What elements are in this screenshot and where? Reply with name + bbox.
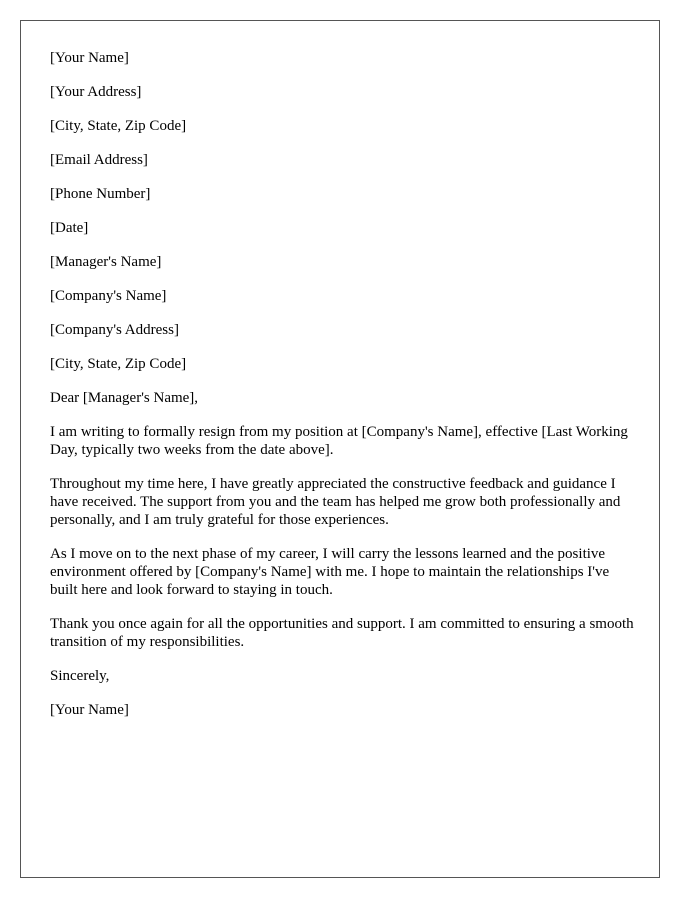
letter-page [20,20,660,878]
recipient-company-name: [Company's Name] [50,288,167,304]
paragraph-next-phase: As I move on to the next phase of my career, I will carry the lessons learned and the positive environment offered by [Company's Name] with me. I hope to maintain the relationships I've built here and look forward to staying in touch. [50,546,610,598]
recipient-city-state-zip: [City, State, Zip Code] [50,356,187,372]
signature: [Your Name] [50,702,129,718]
closing: Sincerely, [50,668,110,684]
sender-address: [Your Address] [50,84,142,100]
sender-city-state-zip: [City, State, Zip Code] [50,118,187,134]
recipient-manager-name: [Manager's Name] [50,254,162,270]
paragraph-resignation: I am writing to formally resign from my position at [Company's Name], effective [Last Working Day, typically two weeks from the date above]. [50,424,628,458]
sender-name: [Your Name] [50,50,129,66]
paragraph-thanks: Thank you once again for all the opportunities and support. I am committed to ensuring a smooth transition of my responsibilities. [50,616,634,650]
salutation: Dear [Manager's Name], [50,390,199,406]
recipient-company-address: [Company's Address] [50,322,179,338]
letter-body [50,49,640,735]
sender-email: [Email Address] [50,152,148,168]
paragraph-appreciation: Throughout my time here, I have greatly appreciated the constructive feedback and guidance I have received. The support from you and the team has helped me grow both professionally and personally, and I am truly grateful for those experiences. [50,476,621,528]
sender-phone: [Phone Number] [50,186,151,202]
letter-date: [Date] [50,220,89,236]
